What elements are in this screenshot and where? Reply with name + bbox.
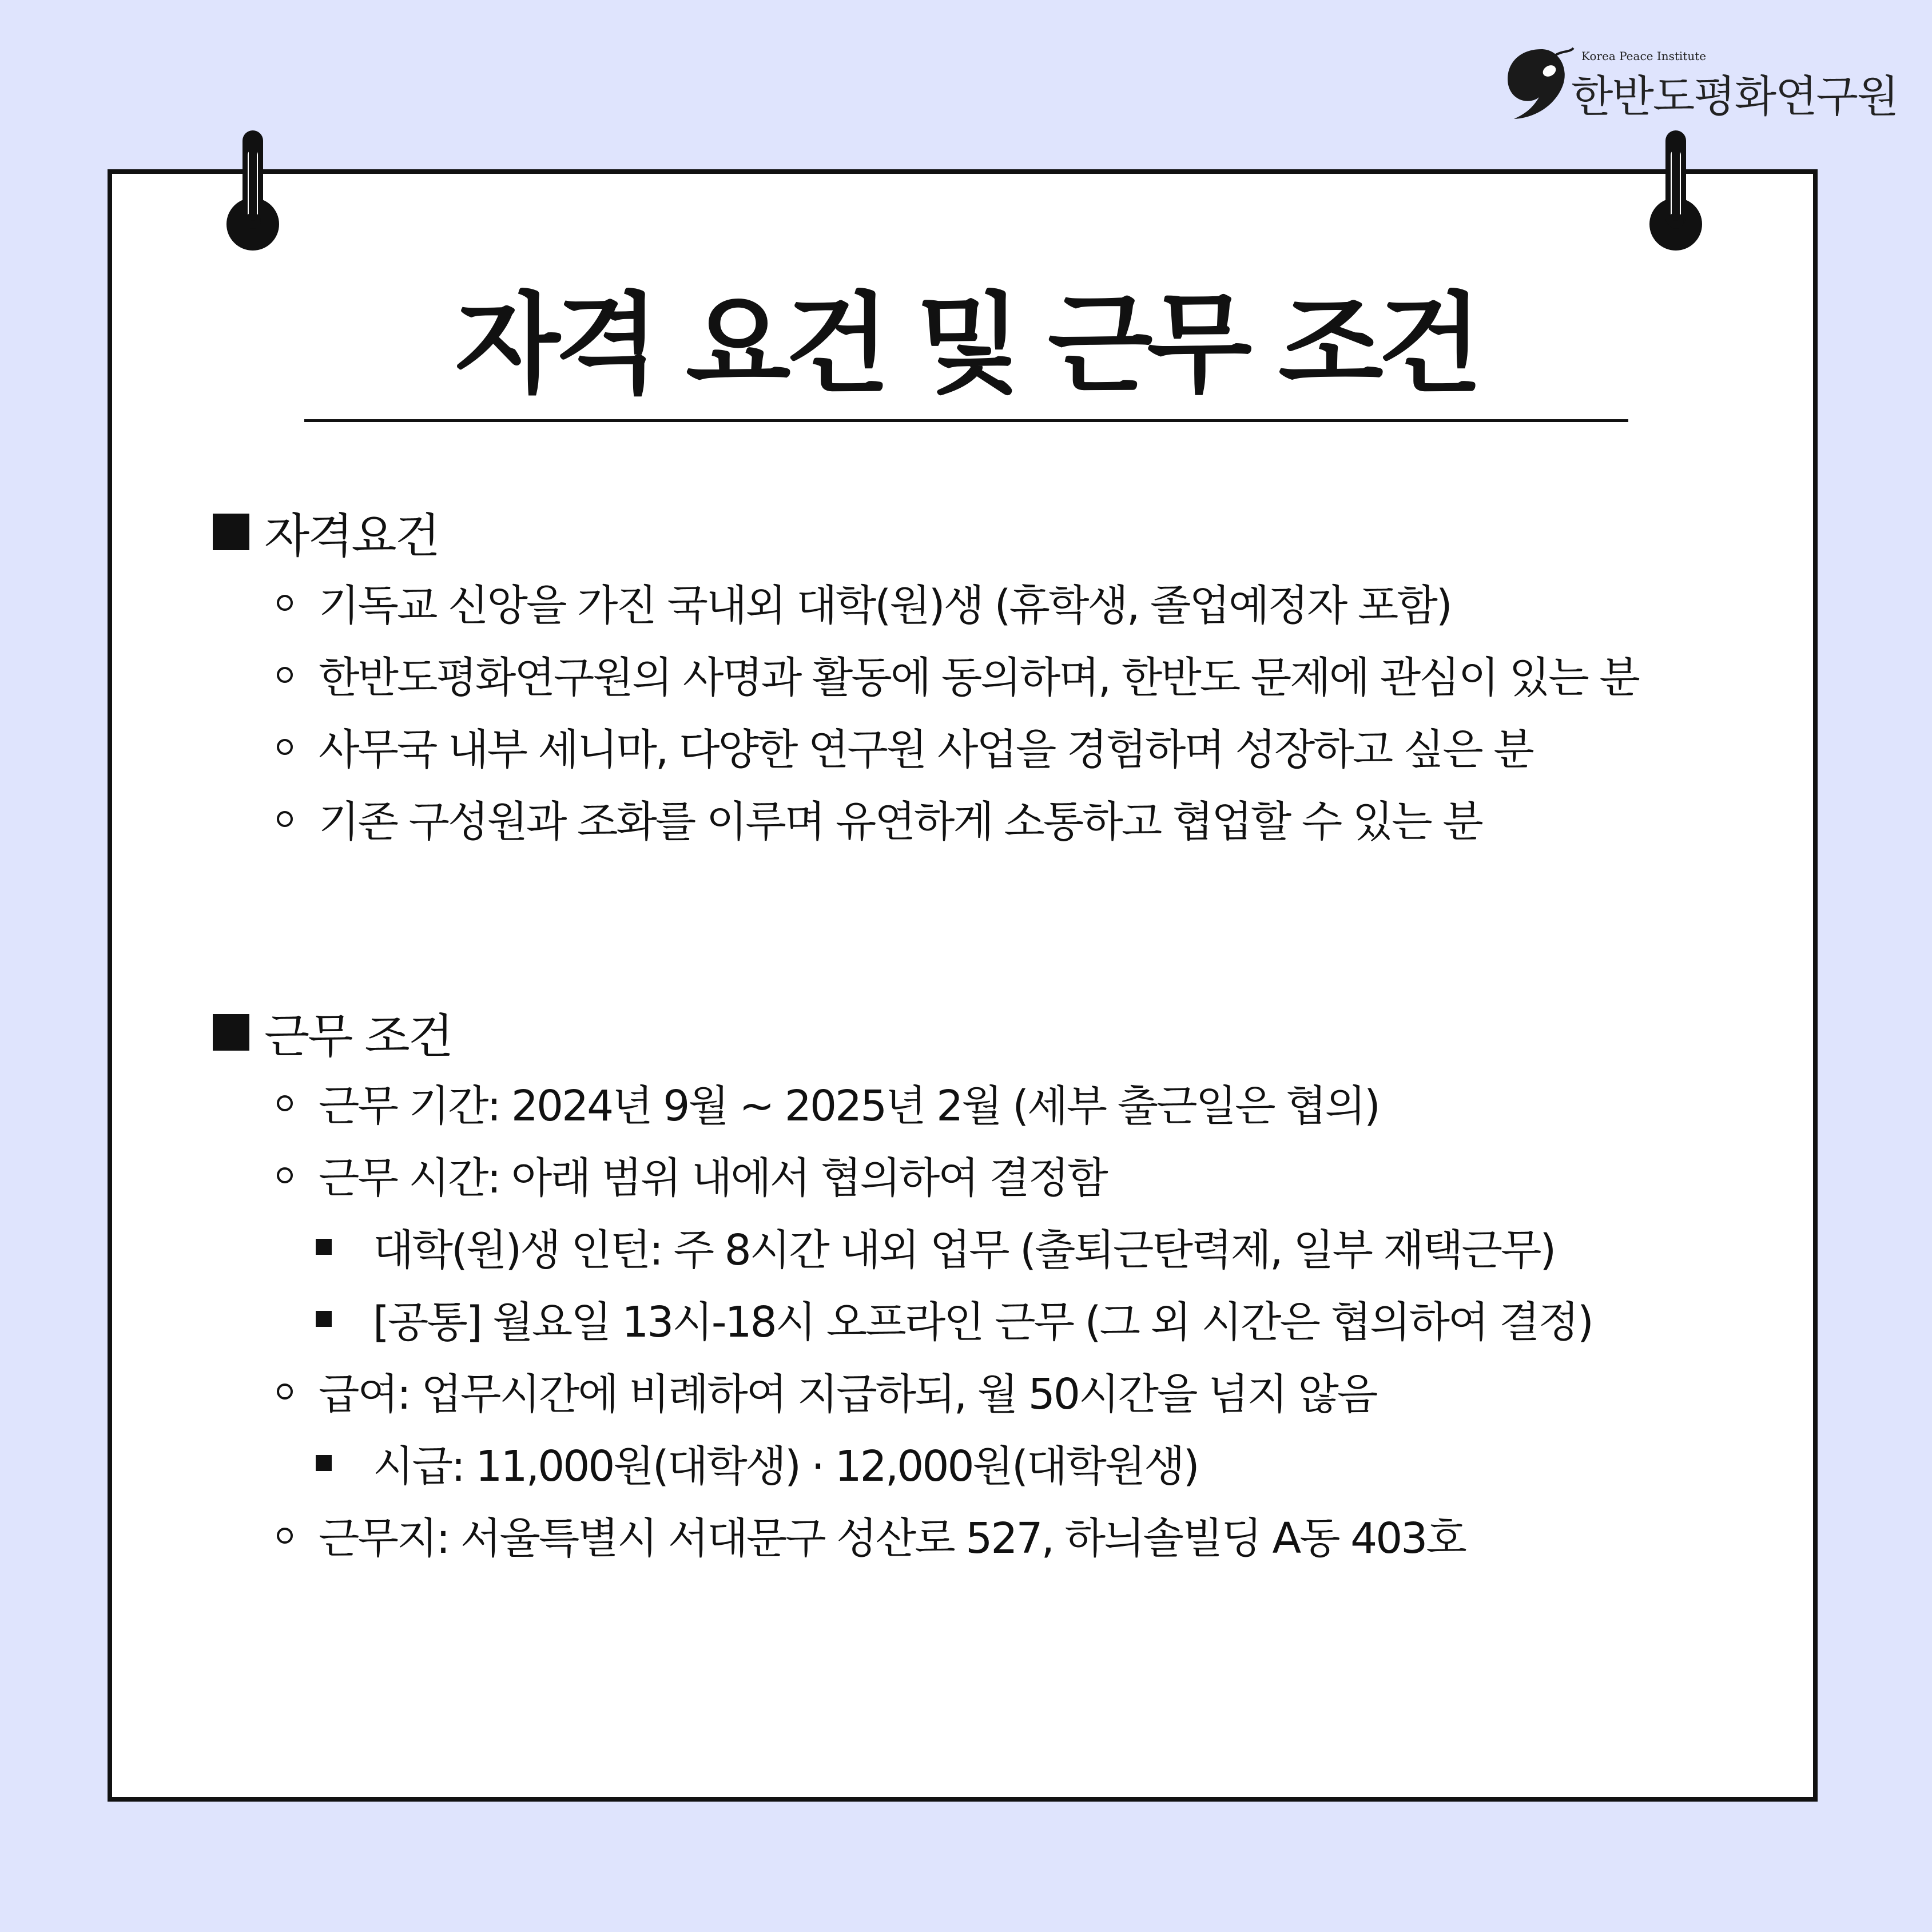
- list-item-text: 근무지: 서울특별시 서대문구 성산로 527, 하늬솔빌딩 A동 403호: [319, 1514, 1465, 1563]
- list-item-text: 대학(원)생 인턴: 주 8시간 내외 업무 (출퇴근탄력제, 일부 재택근무): [373, 1226, 1555, 1275]
- section-qualifications: [213, 498, 1757, 854]
- list-item: [213, 782, 1757, 854]
- circle-bullet-icon: [277, 1167, 293, 1183]
- circle-bullet-icon: [277, 1528, 293, 1544]
- logo-english-name: Korea Peace Institute: [1581, 49, 1707, 63]
- circle-bullet-icon: [277, 667, 293, 683]
- square-bullet-icon: [316, 1239, 332, 1255]
- list-item-text: 근무 시간: 아래 범위 내에서 협의하여 결정함: [319, 1154, 1107, 1203]
- section-heading-text: 자격요건: [264, 508, 439, 563]
- square-bullet-icon: [213, 1014, 249, 1051]
- page-title: 자격 요건 및 근무 조건: [455, 281, 1477, 408]
- binder-ring-icon: [1647, 127, 1704, 259]
- list-item-text: 시급: 11,000원(대학생) · 12,000원(대학원생): [373, 1442, 1198, 1491]
- list-item: [213, 566, 1757, 638]
- logo: [1501, 45, 1898, 125]
- list-item-text: 사무국 내부 세니마, 다양한 연구원 사업을 경험하며 성장하고 싶은 분: [319, 725, 1533, 774]
- circle-bullet-icon: [277, 811, 293, 827]
- sub-list-item: [213, 1211, 1757, 1283]
- list-item: [213, 638, 1757, 710]
- section-heading-text: 근무 조건: [264, 1009, 452, 1064]
- list-item: [213, 1355, 1757, 1427]
- section-heading: [213, 498, 1757, 566]
- list-item-text: [공통] 월요일 13시-18시 오프라인 근무 (그 외 시간은 협의하여 결정): [373, 1298, 1592, 1347]
- binder-ring-icon: [224, 127, 281, 259]
- list-item: [213, 710, 1757, 782]
- circle-bullet-icon: [277, 1384, 293, 1400]
- list-item-text: 한반도평화연구원의 사명과 활동에 동의하며, 한반도 문제에 관심이 있는 분: [319, 653, 1639, 702]
- sub-list-item: [213, 1283, 1757, 1355]
- sub-list-item: [213, 1427, 1757, 1499]
- list-item: [213, 1139, 1757, 1211]
- dove-logo-icon: [1501, 45, 1576, 125]
- circle-bullet-icon: [277, 595, 293, 611]
- square-bullet-icon: [316, 1311, 332, 1327]
- list-item-text: 급여: 업무시간에 비례하여 지급하되, 월 50시간을 넘지 않음: [319, 1370, 1377, 1419]
- title-divider: [304, 419, 1628, 422]
- square-bullet-icon: [316, 1455, 332, 1471]
- square-bullet-icon: [213, 514, 249, 550]
- list-item-text: 기존 구성원과 조화를 이루며 유연하게 소통하고 협업할 수 있는 분: [319, 797, 1482, 846]
- logo-korean-name: 한반도평화연구원: [1571, 71, 1898, 122]
- circle-bullet-icon: [277, 1095, 293, 1111]
- section-heading: [213, 998, 1757, 1067]
- circle-bullet-icon: [277, 739, 293, 755]
- list-item-text: 기독교 신앙을 가진 국내외 대학(원)생 (휴학생, 졸업예정자 포함): [319, 581, 1451, 630]
- section-work-conditions: [213, 998, 1757, 1571]
- list-item-text: 근무 기간: 2024년 9월 ~ 2025년 2월 (세부 출근일은 협의): [319, 1082, 1379, 1131]
- list-item: [213, 1067, 1757, 1139]
- list-item: [213, 1499, 1757, 1571]
